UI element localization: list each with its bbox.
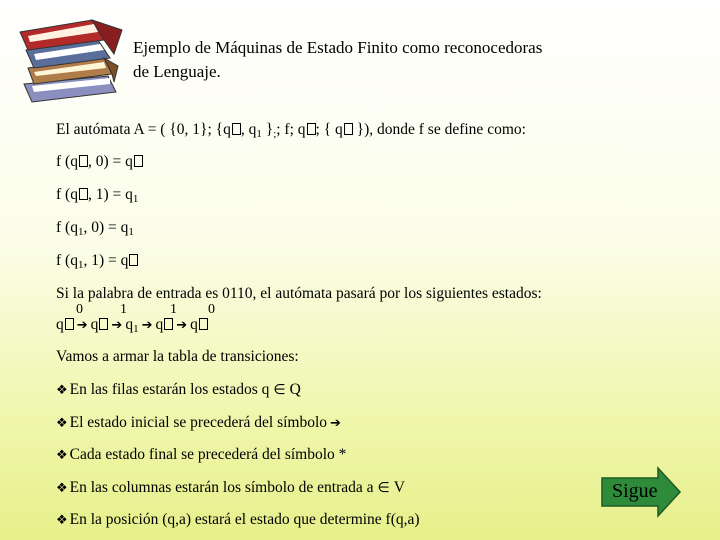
diamond-bullet-icon: ❖ [56, 383, 68, 398]
table-intro: Vamos a armar la tabla de transiciones: [56, 348, 299, 365]
state-path: q ➔ q ➔ $q_1$ ➔ q ➔ q [56, 315, 208, 336]
next-label: Sigue [612, 480, 658, 502]
bullet-item: ❖ En la posición (q,a) estará el estado que determine f(q,a) [56, 511, 420, 528]
diamond-bullet-icon: ❖ [56, 481, 68, 496]
bullet-item: ❖ En las columnas estarán los símbolo de entrada a ∈ V [56, 479, 405, 496]
right-arrow-icon: ➔ [330, 416, 341, 431]
bullet-item: ❖ Cada estado final se precederá del símbolo * [56, 446, 347, 463]
title-line-2: de Lenguaje. [133, 62, 221, 81]
right-arrow-icon: ➔ [111, 318, 123, 333]
title-line-1: Ejemplo de Máquinas de Estado Finito como reconocedoras [133, 38, 543, 57]
diamond-bullet-icon: ❖ [56, 416, 68, 431]
slide-title [133, 36, 693, 84]
word-sentence: Si la palabra de entrada es 0110, el autómata pasará por los siguientes estados: [56, 285, 542, 302]
path-symbol: 1 [170, 302, 177, 317]
diamond-bullet-icon: ❖ [56, 513, 68, 528]
transition-3: f ($q_1$, $0) = q_1$ [56, 219, 134, 238]
diamond-bullet-icon: ❖ [56, 448, 68, 463]
transition-4: f ($q_1$, 1) = q [56, 251, 138, 271]
next-arrow-button[interactable] [600, 466, 682, 518]
element-of-icon: ∈ [273, 382, 286, 398]
path-symbol: 0 [76, 302, 83, 317]
path-symbol: 1 [120, 302, 127, 317]
right-arrow-icon: ➔ [141, 318, 153, 333]
right-arrow-icon: ➔ [76, 318, 88, 333]
element-of-icon: ∈ [377, 480, 390, 496]
transition-2: f (q , $1) = q_1$ [56, 186, 139, 205]
books-icon [18, 14, 130, 106]
missing-glyph-box [232, 123, 241, 135]
bullet-item: ❖ El estado inicial se precederá del símbolo ➔ [56, 414, 341, 431]
transition-1: f (q , 0) = q [56, 152, 143, 172]
path-symbol: 0 [208, 302, 215, 317]
automaton-definition: El autómata A = ( {0, 1}; {q , $q_1$ }$_;$; f; q ; { q }), donde f se define como: [56, 121, 526, 140]
right-arrow-icon: ➔ [176, 318, 188, 333]
bullet-item: ❖ En las filas estarán los estados q ∈ Q [56, 381, 301, 398]
